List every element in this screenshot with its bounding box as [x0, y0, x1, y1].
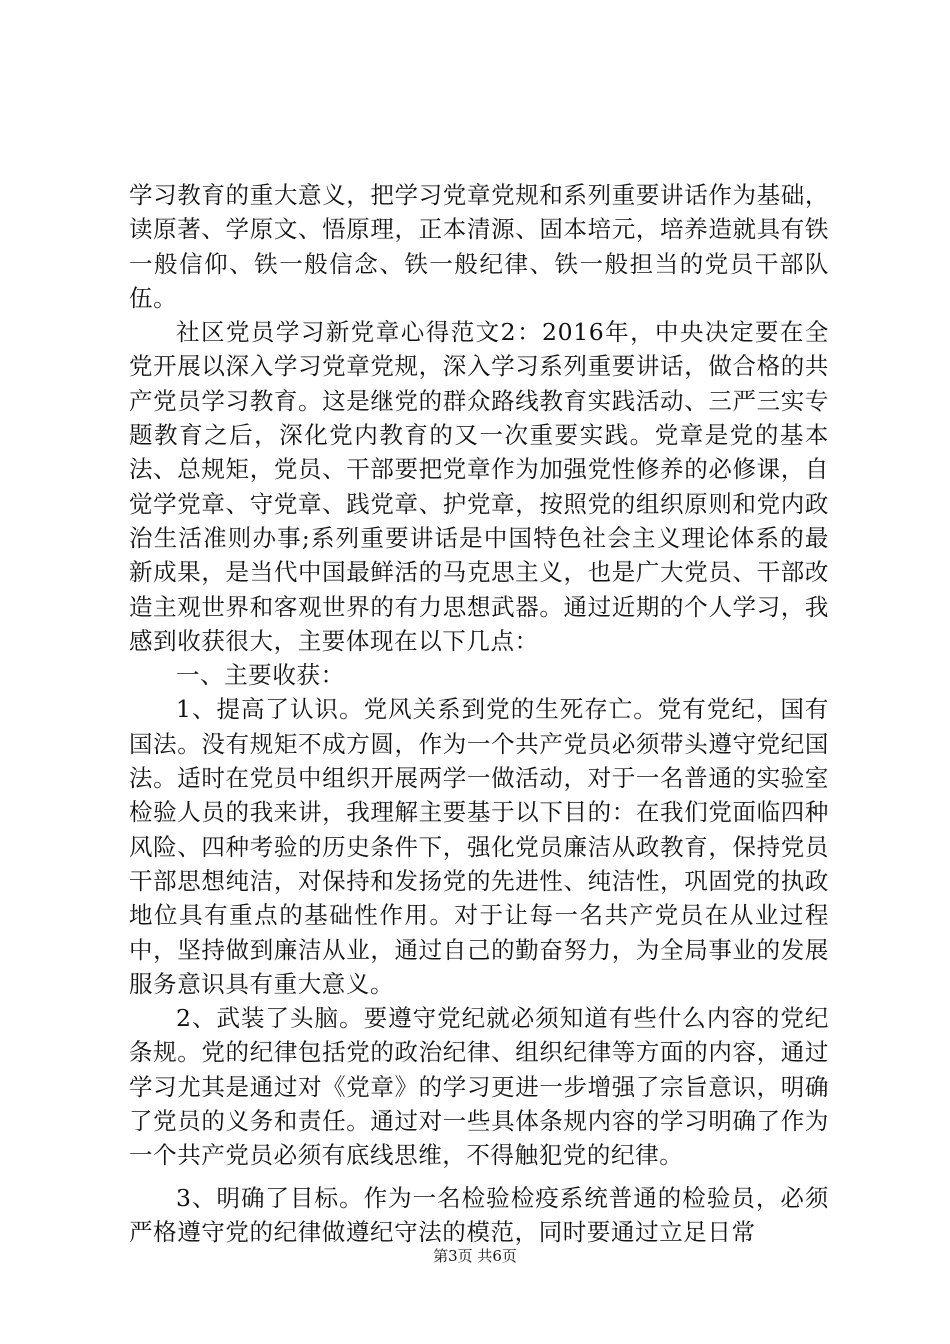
paragraph-4: 1、提高了认识。党风关系到党的生死存亡。党有党纪，国有国法。没有规矩不成方圆，作为一个共产党员必须带头遵守党纪国法。适时在党员中组织开展两学一做活动，对于一名普通的实验室检验人员的我来讲，我理解主要基于以下目的：在我们党面临四种风险、四种考验的历史条件下，强化党员廉洁从政教育，保持党员干部思想纯洁，对保持和发扬党的先进性、纯洁性，巩固党的执政地位具有重点的基础性作用。对于让每一名共产党员在从业过程中，坚持做到廉洁从业，通过自己的勤奋努力，为全局事业的发展服务意识具有重大意义。	[129, 695, 829, 998]
paragraph-3-heading: 一、主要收获：	[176, 661, 345, 690]
page-footer: 第3页 共6页	[433, 1247, 517, 1265]
paragraph-1: 学习教育的重大意义，把学习党章党规和系列重要讲话作为基础，读原著、学原文、悟原理，正本清源、固本培元，培养造就具有铁一般信仰、铁一般信念、铁一般纪律、铁一般担当的党员干部队伍。	[129, 181, 829, 312]
paragraph-6: 3、明确了目标。作为一名检验检疫系统普通的检验员，必须严格遵守党的纪律做遵纪守法的模范，同时要通过立足日常	[129, 1183, 829, 1246]
paragraph-2: 社区党员学习新党章心得范文2：2016年，中央决定要在全党开展以深入学习党章党规，深入学习系列重要讲话，做合格的共产党员学习教育。这是继党的群众路线教育实践活动、三严三实专题教育之后，深化党内教育的又一次重要实践。党章是党的基本法、总规矩，党员、干部要把党章作为加强党性修养的必修课，自觉学党章、守党章、践党章、护党章，按照党的组织原则和党内政治生活准则办事;系列重要讲话是中国特色社会主义理论体系的最新成果，是当代中国最鲜活的马克思主义，也是广大党员、干部改造主观世界和客观世界的有力思想武器。通过近期的个人学习，我感到收获很大，主要体现在以下几点：	[129, 318, 829, 655]
document-body	[129, 178, 829, 1249]
paragraph-5: 2、武装了头脑。要遵守党纪就必须知道有些什么内容的党纪条规。党的纪律包括党的政治纪律、组织纪律等方面的内容，通过学习尤其是通过对《党章》的学习更进一步增强了宗旨意识，明确了党员的义务和责任。通过对一些具体条规内容的学习明确了作为一个共产党员必须有底线思维，不得触犯党的纪律。	[129, 1004, 829, 1170]
